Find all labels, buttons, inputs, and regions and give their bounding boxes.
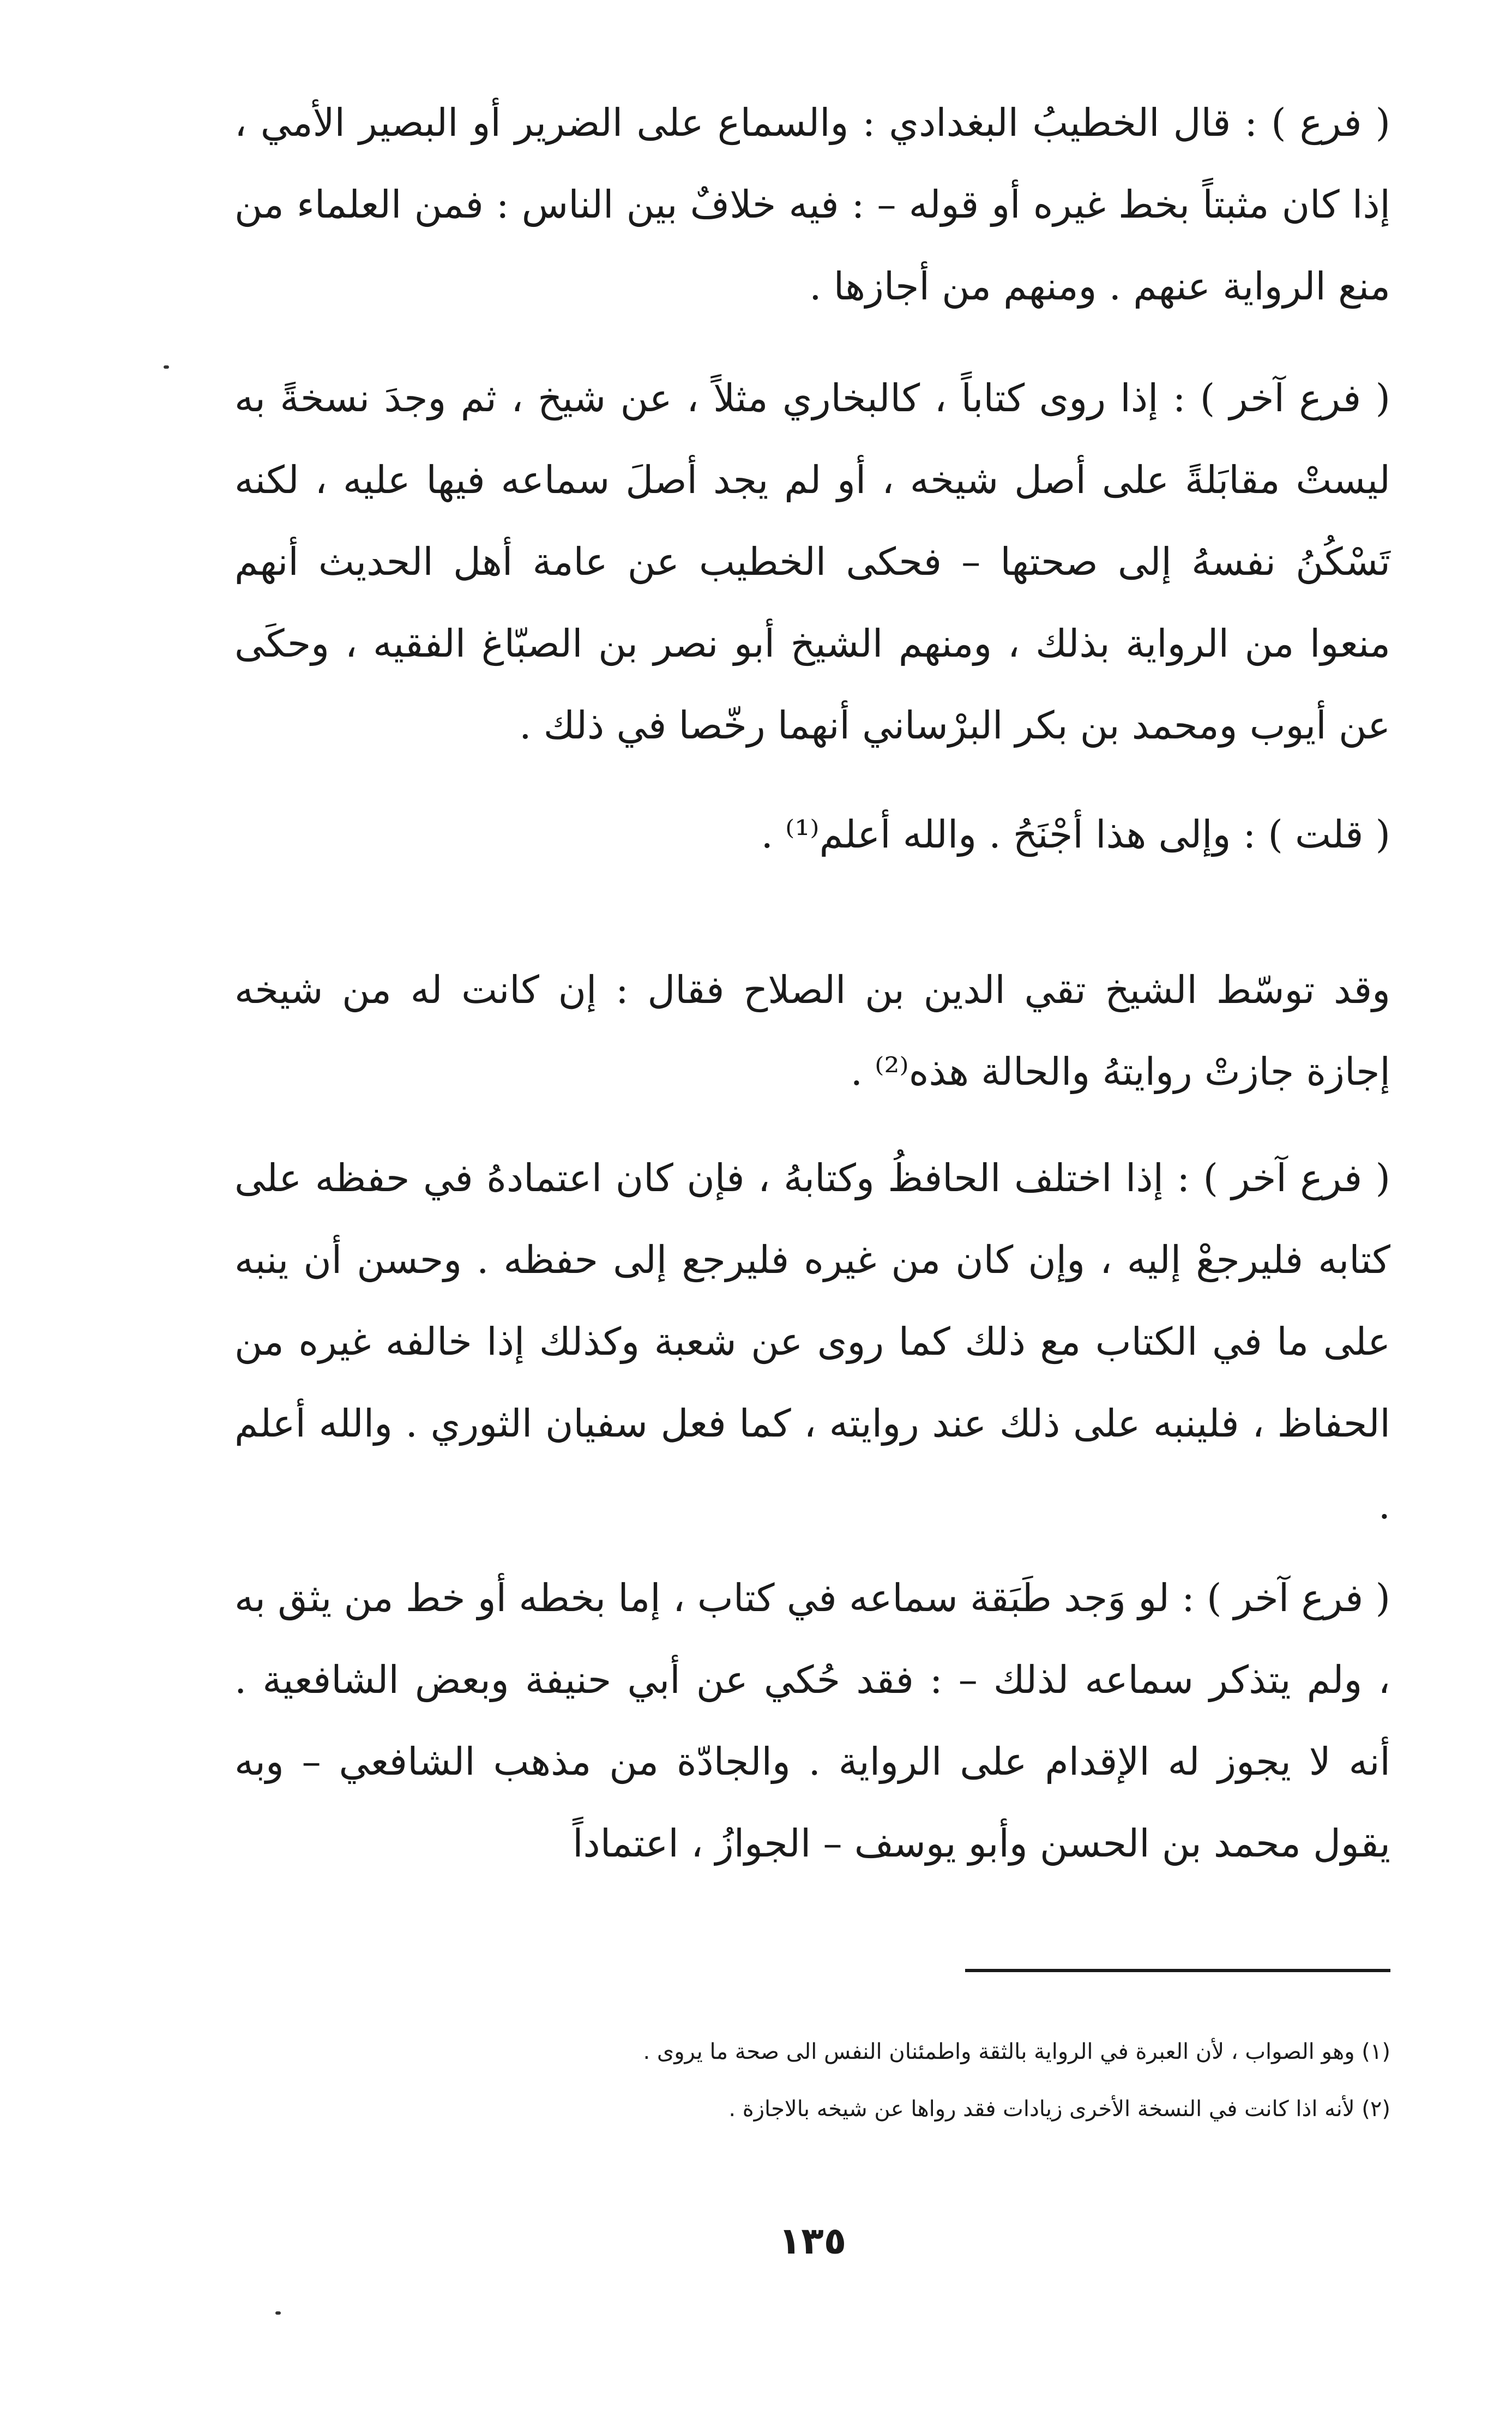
- paragraph-far-akhar-tabaqa: ( فرع آخر ) : لو وَجد طَبَقة سماعه في كتاب ، إما بخطه أو خط من يثق به ، ولم يتذكر سماعه لذلك – : فقد حُكي عن أبي حنيفة وبعض الشافعية . أنه لا يجوز له الإقدام على الرواية . والجادّة من مذهب الشافعي – وبه يقول محمد بن الحسن وأبو يوسف – الجوازُ ، اعتماداً: [234, 1576, 1390, 1866]
- paragraph-far-blind-listening: ( فرع ) : قال الخطيبُ البغدادي : والسماع على الضرير أو البصير الأمي ، إذا كان مثبتاً بخط غيره أو قوله – : فيه خلافٌ بين الناس : فمن العلماء من منع الرواية عنهم . ومنهم من أجازها .: [234, 100, 1390, 309]
- paragraph-far-akhar-hafiz: ( فرع آخر ) : إذا اختلف الحافظُ وكتابهُ ، فإن كان اعتمادهُ في حفظه على كتابه فليرجعْ إليه ، وإن كان من غيره فليرجع إلى حفظه . وحسن أن ينبه على ما في الكتاب مع ذلك كما روى عن شعبة وكذلك إذا خالفه غيره من الحفاظ ، فلينبه على ذلك عند روايته ، كما فعل سفيان الثوري . والله أعلم .: [234, 1156, 1390, 1528]
- footnote-1: (١) وهو الصواب ، لأن العبرة في الرواية بالثقة واطمئنان النفس الى صحة ما يروى .: [643, 2039, 1390, 2064]
- book-page: [234, 82, 1390, 2372]
- footnote-divider: [965, 1969, 1390, 1972]
- paragraph-ibn-salah: وقد توسّط الشيخ تقي الدين بن الصلاح فقال : إن كانت له من شيخه إجازة جازتْ روايتهُ والحالة هذه⁽²⁾ .: [234, 968, 1390, 1094]
- footnote-2: (٢) لأنه اذا كانت في النسخة الأخرى زيادات فقد رواها عن شيخه بالاجازة .: [728, 2096, 1390, 2122]
- scan-speck: [164, 365, 169, 369]
- scan-speck: [275, 2311, 281, 2315]
- page-number: ١٣٥: [778, 2220, 847, 2263]
- paragraph-qult: ( قلت ) : وإلى هذا أجْنَحُ . والله أعلم⁽¹⁾ .: [761, 812, 1390, 857]
- footnotes: [234, 2023, 1390, 2138]
- paragraph-far-akhar-copy: ( فرع آخر ) : إذا روى كتاباً ، كالبخاري مثلاً ، عن شيخ ، ثم وجدَ نسخةً به ليستْ مقابَلةً على أصل شيخه ، أو لم يجد أصلَ سماعه فيها عليه ، لكنه تَسْكُنُ نفسهُ إلى صحتها – فحكى الخطيب عن عامة أهل الحديث أنهم منعوا من الرواية بذلك ، ومنهم الشيخ أبو نصر بن الصبّاغ الفقيه ، وحكَى عن أيوب ومحمد بن بكر البرْساني أنهما رخّصا في ذلك .: [234, 376, 1390, 748]
